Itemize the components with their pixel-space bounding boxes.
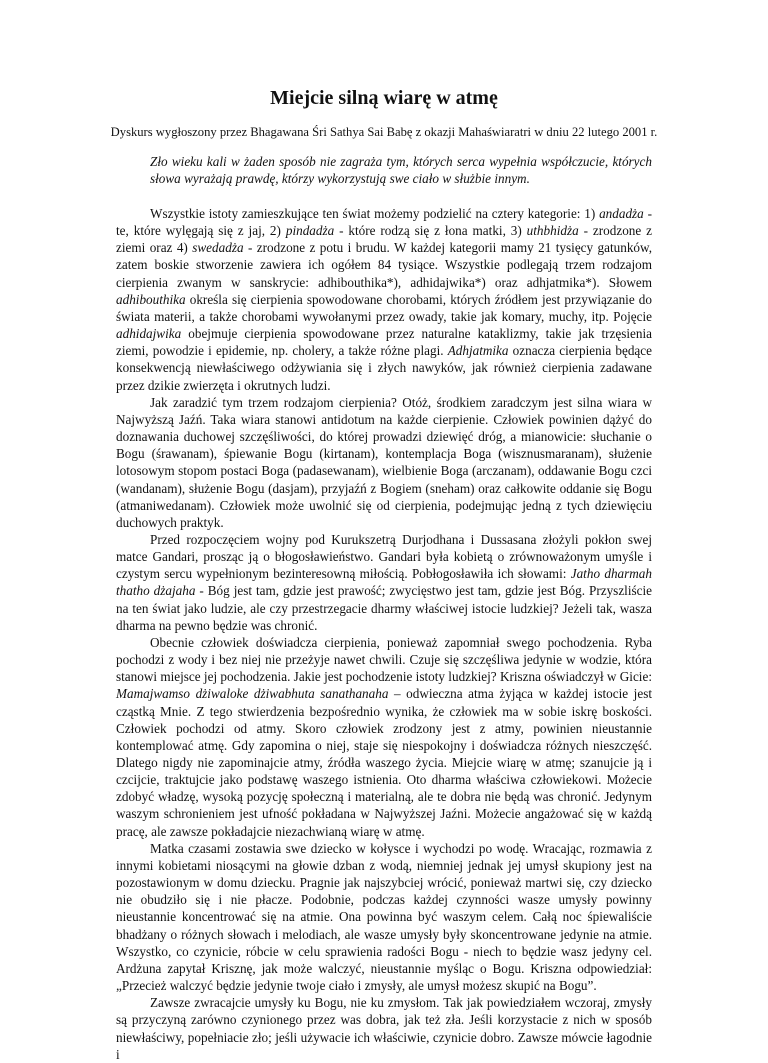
body-text [116, 205, 652, 1063]
subtitle: Dyskurs wygłoszony przez Bhagawana Śri Sathya Sai Babę z okazji Mahaświaratri w dniu 22 lutego 2001 r. [110, 125, 658, 139]
paragraph-1: Wszystkie istoty zamieszkujące ten świat możemy podzielić na cztery kategorie: 1) andadża - te, które wylęgają się z jaj, 2) pindadża - które rodzą się z łona matki, 3) uthbhidża - zrodzone z ziemi oraz 4) swedadża - zrodzone z potu i brudu. W każdej kategorii mamy 21 tysięcy gatunków, zatem boskie stworzenie zawiera ich ogółem 84 tysiące. Wszystkie podlegają trzem rodzajom cierpienia zwanym w sanskrycie: adhibouthika*), adhidajwika*) oraz adhjatmika*). Słowem adhibouthika określa się cierpienia spowodowane chorobami, których źródłem jest przywiązanie do świata materii, a także chorobami wywołanymi przez owady, takie jak komary, muchy, itp. Pojęcie adhidajwika obejmuje cierpienia spowodowane przez naturalne kataklizmy, takie jak trzęsienia ziemi, powodzie i epidemie, np. cholery, a także różne plagi. Adhjatmika oznacza cierpienia będące konsekwencją niewłaściwego odżywiania się i złych nawyków, jak również cierpienia zadawane przez dzikie zwierzęta i okrutnych ludzi. [116, 206, 652, 393]
document-page [110, 0, 658, 1063]
paragraph-4: Obecnie człowiek doświadcza cierpienia, ponieważ zapomniał swego pochodzenia. Ryba pochodzi z wody i bez niej nie przeżyje nawet chwili. Czuje się szczęśliwa jedynie w wodzie, która stanowi miejsce jej pochodzenia. Jakie jest pochodzenie istoty ludzkiej? Kriszna oświadczył w Gicie: Mamajwamso dżiwaloke dżiwabhuta sanathanaha – odwieczna atma żyjąca w każdej istocie jest cząstką Mnie. Z tego stwierdzenia bezpośrednio wynika, że człowiek ma w sobie iskrę boskości. Człowiek pochodzi od atmy. Skoro człowiek zrodzony jest z atmy, powinien nieustannie kontemplować atmę. Gdy zapomina o niej, staje się niespokojny i doświadcza różnych nieszczęść. Dlatego nigdy nie zapominajcie atmy, źródła waszego życia. Miejcie wiarę w atmę; szanujcie ją i czcijcie, traktujcie jako podstawę waszego istnienia. Oto dharma właściwa człowiekowi. Możecie zdobyć władzę, wysoką pozycję społeczną i materialną, ale te dobra nie będą was chronić. Jedynym waszym schronieniem jest ufność pokładana w Najwyższej Jaźni. Możecie angażować się w każdą pracę, ale zawsze pokładajcie niezachwianą wiarę w atmę. [116, 634, 652, 839]
motto-quote: Zło wieku kali w żaden sposób nie zagraża tym, których serca wypełnia współczucie, których słowa wyrażają prawdę, którzy wykorzystują swe ciało w służbie innym. [150, 154, 652, 186]
paragraph-2: Jak zaradzić tym trzem rodzajom cierpienia? Otóż, środkiem zaradczym jest silna wiara w Najwyższą Jaźń. Taka wiara stanowi antidotum na każde cierpienie. Człowiek powinien dążyć do doznawania duchowej szczęśliwości, do której prowadzi dziewięć dróg, a mianowicie: słuchanie o Bogu (śrawanam), śpiewanie Bogu (kirtanam), kontemplacja Boga (wisznusmaranam), służenie lotosowym stopom postaci Boga (padasewanam), wielbienie Boga (arczanam), oddawanie Bogu czci (wandanam), służenie Bogu (dasjam), przyjaźń z Bogiem (sneham) oraz całkowite oddanie się Bogu (atmaniwedanam). Człowiek może uwolnić się od cierpienia, podejmując jedną z tych dziewięciu duchowych praktyk. [116, 394, 652, 530]
page-title: Miejcie silną wiarę w atmę [270, 87, 498, 109]
paragraph-6: Zawsze zwracajcie umysły ku Bogu, nie ku zmysłom. Tak jak powiedziałem wczoraj, zmysły są przyczyną zarówno czynionego przez was dobra, jak też zła. Jeśli korzystacie z nich w sposób niewłaściwy, popełniacie zło; jeśli używacie ich właściwie, czynicie dobro. Zawsze mówcie łagodnie i [116, 995, 652, 1062]
paragraph-5: Matka czasami zostawia swe dziecko w kołysce i wychodzi po wodę. Wracając, rozmawia z innymi kobietami niosącymi na głowie dzban z wodą, niemniej jednak jej umysł skupiony jest na pozostawionym w domu dziecku. Pragnie jak najszybciej wrócić, ponieważ martwi się, czy dziecko nie obudziło się i nie płacze. Podobnie, podczas każdej czynności wasze umysły powinny nieustannie koncentrować się na atmie. Ona powinna być waszym celem. Całą noc śpiewaliście bhadżany o różnych słowach i melodiach, ale wasze umysły były skoncentrowane jedynie na atmie. Wszystko, co czynicie, róbcie w celu sprawienia radości Bogu - niech to będzie wasz jedyny cel. Ardżuna zapytał Krisznę, jak może walczyć, nieustannie myśląc o Bogu. Kriszna odpowiedział: „Przecież walczyć będzie jedynie twoje ciało i zmysły, ale umysł możesz skupić na Bogu”. [116, 840, 652, 994]
paragraph-3: Przed rozpoczęciem wojny pod Kurukszetrą Durjodhana i Dussasana złożyli pokłon swej matce Gandari, prosząc ją o błogosławieństwo. Gandari była kobietą o zrównoważonym umyśle i czystym sercu wypełnionym bezinteresowną miłością. Pobłogosławiła ich słowami: Jatho dharmah thatho dżajaha - Bóg jest tam, gdzie jest prawość; zwycięstwo jest tam, gdzie jest Bóg. Przyszliście na ten świat jako ludzie, ale czy przestrzegacie dharmy właściwej istocie ludzkiej? Jeżeli tak, wasza dharma na pewno będzie was chronić. [116, 531, 653, 633]
